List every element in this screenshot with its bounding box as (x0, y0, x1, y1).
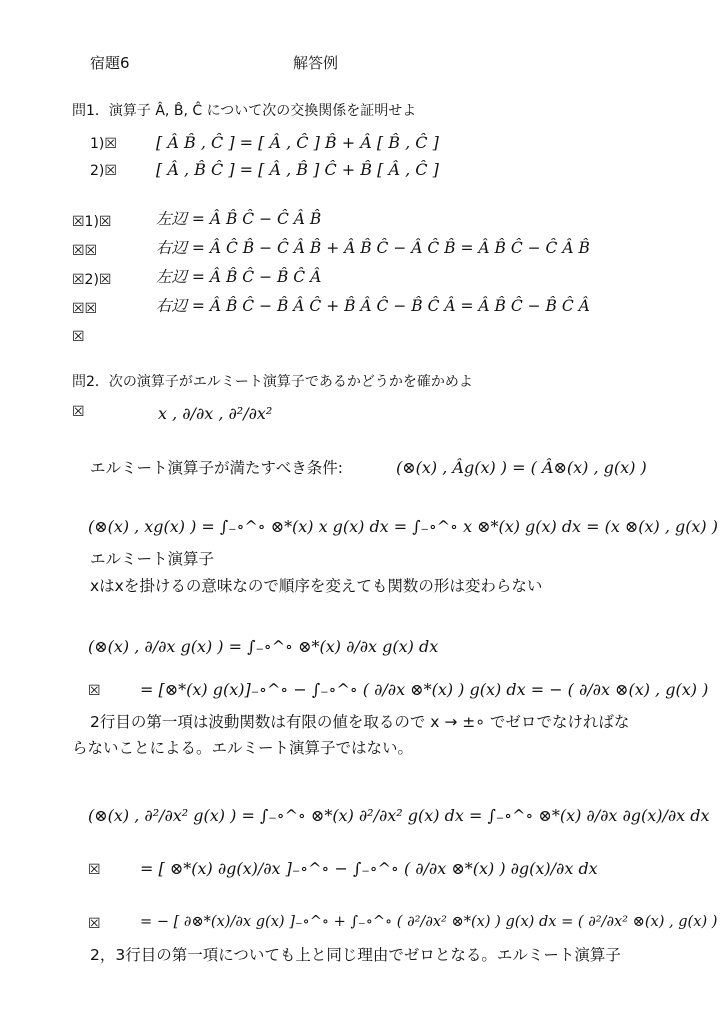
x-label: エルミート演算子 (90, 550, 215, 568)
d2-mark2: ☒ (88, 916, 101, 932)
d2-eq2: = [ ⊗*(x) ∂g(x)/∂x ]₋∘^∘ − ∫₋∘^∘ ( ∂/∂x ⊗*(x) ) ∂g(x)/∂x dx (140, 859, 598, 878)
header-left: 宿題6 (90, 54, 130, 72)
q1-item2-label: 2)☒ (90, 163, 117, 179)
d2-note: 2，3行目の第一項についても上と同じ理由でゼロとなる。エルミート演算子 (90, 946, 621, 964)
a1-row3-label: ☒2)☒ (72, 272, 112, 288)
a1-row3-eq: 左辺 = Â B̂ Ĉ − B̂ Ĉ Â (156, 268, 322, 286)
q1-item2-eq: [ Â , B̂ Ĉ ] = [ Â , B̂ ] Ĉ + B̂ [ Â , Ĉ ] (156, 160, 439, 179)
d2-eq3: = − [ ∂⊗*(x)/∂x g(x) ]₋∘^∘ + ∫₋∘^∘ ( ∂²/∂x² ⊗*(x) ) g(x) dx = ( ∂²/∂x² ⊗(x) , g(x) ) (140, 913, 718, 930)
q2-mark: ☒ (72, 404, 85, 420)
a1-row1-eq: 左辺 = Â B̂ Ĉ − Ĉ Â B̂ (156, 210, 322, 228)
header-right: 解答例 (293, 54, 339, 72)
d1-mark: ☒ (88, 683, 101, 699)
d1-eq2: = [⊗*(x) g(x)]₋∘^∘ − ∫₋∘^∘ ( ∂/∂x ⊗*(x) ) g(x) dx = − ( ∂/∂x ⊗(x) , g(x) ) (140, 680, 709, 699)
a1-row1-label: ☒1)☒ (72, 214, 112, 230)
a1-row4-label: ☒☒ (72, 301, 98, 317)
a1-row2-eq: 右辺 = Â Ĉ B̂ − Ĉ Â B̂ + Â B̂ Ĉ − Â Ĉ B̂ = Â B̂ Ĉ − Ĉ Â B̂ (156, 239, 590, 257)
a1-row2-label: ☒☒ (72, 243, 98, 259)
q1-prompt: 問1．演算子 Â, B̂, Ĉ について次の交換関係を証明せよ (72, 103, 417, 119)
d2-eq1: (⊗(x) , ∂²/∂x² g(x) ) = ∫₋∘^∘ ⊗*(x) ∂²/∂x² g(x) dx = ∫₋∘^∘ ⊗*(x) ∂/∂x ∂g(x)/∂x dx (88, 806, 710, 825)
d1-eq1: (⊗(x) , ∂/∂x g(x) ) = ∫₋∘^∘ ⊗*(x) ∂/∂x g(x) dx (88, 637, 439, 656)
q2-prompt: 問2．次の演算子がエルミート演算子であるかどうかを確かめよ (72, 374, 473, 390)
d1-note-line1: 2行目の第一項は波動関数は有限の値を取るので x → ±∘ でゼロでなければな (90, 713, 630, 731)
a1-row5-label: ☒ (72, 329, 85, 345)
x-note: xはxを掛けるの意味なので順序を変えても関数の形は変わらない (90, 577, 543, 595)
x-eq: (⊗(x) , xg(x) ) = ∫₋∘^∘ ⊗*(x) x g(x) dx = ∫₋∘^∘ x ⊗*(x) g(x) dx = (x ⊗(x) , g(x) ) (88, 517, 718, 536)
q2-operators: x , ∂/∂x , ∂²/∂x² (158, 404, 273, 423)
q2-condition-label: エルミート演算子が満たすべき条件: (90, 459, 343, 477)
d2-mark1: ☒ (88, 862, 101, 878)
q1-item1-eq: [ Â B̂ , Ĉ ] = [ Â , Ĉ ] B̂ + Â [ B̂ , Ĉ ] (156, 133, 439, 152)
a1-row4-eq: 右辺 = Â B̂ Ĉ − B̂ Â Ĉ + B̂ Â Ĉ − B̂ Ĉ Â = Â B̂ Ĉ − B̂ Ĉ Â (156, 297, 590, 315)
d1-note-line2: らないことによる。エルミート演算子ではない。 (72, 739, 414, 757)
q2-condition-eq: (⊗(x) , Âg(x) ) = ( Â⊗(x) , g(x) ) (396, 458, 647, 477)
q1-item1-label: 1)☒ (90, 136, 117, 152)
